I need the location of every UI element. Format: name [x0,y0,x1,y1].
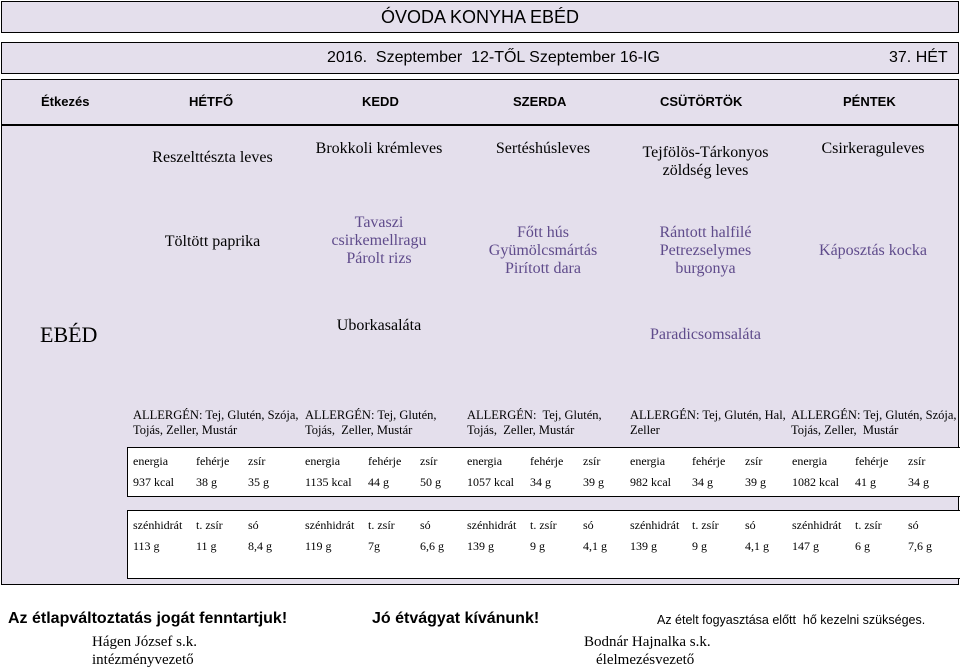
side-tue: Uborkasaláta [336,317,422,334]
value-energia-fri: 1082 kcal [792,475,839,489]
value-tzsir-mon: 11 g [196,539,217,553]
main-fri [788,242,958,260]
soup-tue: Brokkoli krémleves [315,140,443,157]
main-thu-line2: Petrezselymes [659,242,752,259]
main-wed [463,224,623,278]
main-mon [130,233,295,251]
soup-wed: Sertéshúsleves [495,140,591,157]
main-fri-line1: Káposztás kocka [819,242,927,259]
footer-wish: Jó étvágyat kívánunk! [372,610,540,627]
date-bar [1,42,959,74]
main-wed-line2: Gyümölcsmártás [488,242,598,259]
value-tzsir-fri: 6 g [855,539,870,553]
label-szenhidrat-mon: szénhidrát [133,518,183,532]
label-so-fri: só [908,518,919,532]
signature-2-title: élelmezésvezető [596,652,695,668]
main-thu-line1: Rántott halfilé [659,224,752,241]
label-feherje-mon: fehérje [196,454,230,468]
value-tzsir-thu: 9 g [692,539,707,553]
label-so-thu: só [745,518,756,532]
label-szenhidrat-thu: szénhidrát [630,518,680,532]
value-energia-tue: 1135 kcal [305,475,352,489]
label-feherje-wed: fehérje [530,454,564,468]
allergen-tue [305,408,437,438]
label-zsir-thu: zsír [745,454,763,468]
label-zsir-tue: zsír [420,454,438,468]
day-header-thu: CSÜTÖRTÖK [660,94,743,109]
allergen-mon-line2: Tojás, Zeller, Mustár [133,423,238,437]
main-tue [295,214,463,268]
value-szenhidrat-mon: 113 g [133,539,160,553]
allergen-tue-line2: Tojás, Zeller, Mustár [305,423,413,437]
label-tzsir-wed: t. zsír [530,518,557,532]
allergen-wed [467,408,602,438]
value-feherje-wed: 34 g [530,475,551,489]
value-zsir-tue: 50 g [420,475,441,489]
page-title: ÓVODA KONYHA EBÉD [380,6,580,27]
allergen-wed-line1: ALLERGÉN: Tej, Glutén, [467,408,602,422]
day-header-tue: KEDD [362,94,399,109]
meal-label: EBÉD [40,322,98,347]
value-szenhidrat-wed: 139 g [467,539,494,553]
value-szenhidrat-tue: 119 g [305,539,332,553]
footer-note: Az ételt fogyasztása előtt hő kezelni szükséges. [657,613,926,627]
value-energia-wed: 1057 kcal [467,475,514,489]
label-zsir-fri: zsír [908,454,926,468]
soup-fri: Csirkeraguleves [821,140,925,157]
label-so-tue: só [420,518,431,532]
allergen-mon-line1: ALLERGÉN: Tej, Glutén, Szója, [133,408,299,422]
value-tzsir-wed: 9 g [530,539,545,553]
value-energia-mon: 937 kcal [133,475,174,489]
value-feherje-tue: 44 g [368,475,389,489]
allergen-thu [630,408,786,438]
value-zsir-mon: 35 g [248,475,269,489]
label-tzsir-tue: t. zsír [368,518,395,532]
main-tue-line2: csirkemellragu [331,232,427,249]
value-szenhidrat-thu: 139 g [630,539,657,553]
value-so-thu: 4,1 g [745,539,769,553]
allergen-wed-line2: Tojás, Zeller, Mustár [467,423,575,437]
label-szenhidrat-tue: szénhidrát [305,518,355,532]
main-thu [623,224,788,278]
value-so-mon: 8,4 g [248,539,272,553]
soup-thu [623,142,788,182]
value-feherje-thu: 34 g [692,475,713,489]
value-zsir-wed: 39 g [583,475,604,489]
label-tzsir-mon: t. zsír [196,518,223,532]
soup-mon: Reszelttészta leves [152,149,273,166]
day-header-fri: PÉNTEK [843,94,896,109]
col-header-meal: Étkezés [41,94,90,109]
label-energia-mon: energia [133,454,169,468]
label-energia-thu: energia [630,454,666,468]
main-wed-line1: Főtt hús [516,224,569,241]
header-row [1,79,959,125]
value-zsir-fri: 34 g [908,475,929,489]
main-wed-line3: Pirított dara [505,260,581,277]
label-so-wed: só [583,518,594,532]
label-feherje-tue: fehérje [368,454,402,468]
value-feherje-fri: 41 g [855,475,876,489]
label-energia-fri: energia [792,454,828,468]
value-tzsir-tue: 7g [368,539,380,553]
signature-1-name: Hágen József s.k. [92,634,197,650]
title-bar [1,1,959,33]
allergen-fri [791,408,957,438]
main-thu-line3: burgonya [675,260,736,277]
date-range: 2016. Szeptember 12-TŐL Szeptember 16-IG [327,49,660,66]
value-energia-thu: 982 kcal [630,475,671,489]
signature-2-name: Bodnár Hajnalka s.k. [584,634,711,650]
label-feherje-thu: fehérje [692,454,726,468]
main-tue-line1: Tavaszi [354,214,404,231]
label-energia-wed: energia [467,454,503,468]
day-header-wed: SZERDA [513,94,567,109]
soup-thu-text: Tejfölös-Tárkonyos zöldség leves [642,144,769,179]
label-so-mon: só [248,518,259,532]
label-zsir-wed: zsír [583,454,601,468]
value-so-tue: 6,6 g [420,539,444,553]
label-feherje-fri: fehérje [855,454,889,468]
main-mon-line1: Töltött paprika [164,233,261,250]
label-energia-tue: energia [305,454,341,468]
label-szenhidrat-fri: szénhidrát [792,518,842,532]
value-feherje-mon: 38 g [196,475,217,489]
value-zsir-thu: 39 g [745,475,766,489]
allergen-tue-line1: ALLERGÉN: Tej, Glutén, [305,408,437,422]
allergen-fri-line1: ALLERGÉN: Tej, Glutén, Szója, [791,408,957,422]
allergen-fri-line2: Tojás, Zeller, Mustár [791,423,899,437]
allergen-thu-line2: Zeller [630,423,660,437]
footer-disclaimer: Az étlapváltoztatás jogát fenntartjuk! [8,610,288,627]
side-thu: Paradicsomsaláta [649,326,762,343]
value-szenhidrat-fri: 147 g [792,539,819,553]
value-so-wed: 4,1 g [583,539,607,553]
label-tzsir-thu: t. zsír [692,518,719,532]
main-tue-line3: Párolt rizs [346,250,412,267]
allergen-thu-line1: ALLERGÉN: Tej, Glutén, Hal, [630,408,786,422]
allergen-mon [133,408,299,438]
label-tzsir-fri: t. zsír [855,518,882,532]
signature-1-title: intézményvezető [92,652,194,668]
day-header-mon: HÉTFŐ [189,94,234,109]
value-so-fri: 7,6 g [908,539,932,553]
label-zsir-mon: zsír [248,454,266,468]
label-szenhidrat-wed: szénhidrát [467,518,517,532]
week-number: 37. HÉT [889,49,948,66]
